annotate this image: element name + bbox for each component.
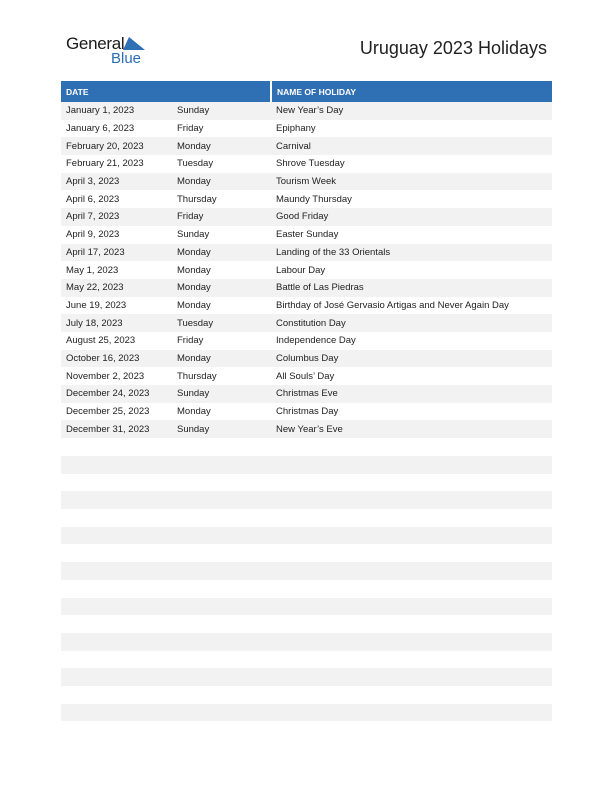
logo-text-blue: Blue — [111, 50, 142, 67]
cell-date: October 16, 2023 — [61, 350, 172, 368]
cell-weekday: Friday — [172, 120, 271, 138]
cell-weekday: Monday — [172, 173, 271, 191]
cell-weekday: Tuesday — [172, 155, 271, 173]
empty-row — [61, 527, 552, 545]
cell-date: February 21, 2023 — [61, 155, 172, 173]
cell-date: December 25, 2023 — [61, 403, 172, 421]
generalblue-logo — [66, 34, 156, 68]
table-row — [61, 367, 552, 385]
cell-weekday: Monday — [172, 137, 271, 155]
logo-triangle-icon — [123, 37, 145, 50]
table-row — [61, 332, 552, 350]
empty-row — [61, 456, 552, 474]
cell-holiday-name: New Year’s Eve — [271, 420, 552, 438]
table-row — [61, 279, 552, 297]
cell-date: April 7, 2023 — [61, 208, 172, 226]
cell-weekday: Monday — [172, 279, 271, 297]
cell-date: May 22, 2023 — [61, 279, 172, 297]
table-row — [61, 261, 552, 279]
cell-weekday: Monday — [172, 261, 271, 279]
cell-holiday-name: Christmas Day — [271, 403, 552, 421]
table-row — [61, 297, 552, 315]
cell-holiday-name: Good Friday — [271, 208, 552, 226]
page-title: Uruguay 2023 Holidays — [359, 38, 547, 58]
table-row — [61, 155, 552, 173]
table-row — [61, 403, 552, 421]
table-row — [61, 385, 552, 403]
cell-holiday-name: Landing of the 33 Orientals — [271, 244, 552, 262]
cell-weekday: Friday — [172, 208, 271, 226]
cell-date: December 31, 2023 — [61, 420, 172, 438]
cell-holiday-name: All Souls’ Day — [271, 367, 552, 385]
table-row — [61, 173, 552, 191]
cell-date: February 20, 2023 — [61, 137, 172, 155]
cell-holiday-name: New Year’s Day — [271, 102, 552, 120]
cell-weekday: Monday — [172, 403, 271, 421]
cell-holiday-name: Independence Day — [271, 332, 552, 350]
cell-holiday-name: Carnival — [271, 137, 552, 155]
cell-date: December 24, 2023 — [61, 385, 172, 403]
cell-date: April 9, 2023 — [61, 226, 172, 244]
cell-date: August 25, 2023 — [61, 332, 172, 350]
empty-row — [61, 668, 552, 686]
empty-rows — [61, 456, 552, 739]
cell-date: April 3, 2023 — [61, 173, 172, 191]
cell-weekday: Thursday — [172, 190, 271, 208]
cell-weekday: Sunday — [172, 385, 271, 403]
cell-holiday-name: Tourism Week — [271, 173, 552, 191]
table-header-row — [61, 81, 552, 102]
holidays-table-body — [61, 102, 552, 438]
cell-weekday: Monday — [172, 244, 271, 262]
cell-weekday: Thursday — [172, 367, 271, 385]
cell-weekday: Monday — [172, 297, 271, 315]
header-date: DATE — [61, 81, 271, 102]
table-row — [61, 226, 552, 244]
empty-row — [61, 491, 552, 509]
cell-date: November 2, 2023 — [61, 367, 172, 385]
holidays-table — [61, 81, 552, 438]
cell-weekday: Sunday — [172, 102, 271, 120]
cell-holiday-name: Labour Day — [271, 261, 552, 279]
cell-date: April 6, 2023 — [61, 190, 172, 208]
empty-row — [61, 562, 552, 580]
cell-holiday-name: Constitution Day — [271, 314, 552, 332]
cell-holiday-name: Easter Sunday — [271, 226, 552, 244]
cell-weekday: Sunday — [172, 420, 271, 438]
cell-holiday-name: Christmas Eve — [271, 385, 552, 403]
empty-row — [61, 704, 552, 722]
cell-holiday-name: Maundy Thursday — [271, 190, 552, 208]
table-row — [61, 102, 552, 120]
cell-date: June 19, 2023 — [61, 297, 172, 315]
logo-text-general: General — [66, 34, 125, 53]
table-row — [61, 137, 552, 155]
cell-date: January 1, 2023 — [61, 102, 172, 120]
table-row — [61, 350, 552, 368]
empty-row — [61, 598, 552, 616]
table-row — [61, 120, 552, 138]
cell-weekday: Monday — [172, 350, 271, 368]
cell-weekday: Tuesday — [172, 314, 271, 332]
cell-date: May 1, 2023 — [61, 261, 172, 279]
cell-holiday-name: Epiphany — [271, 120, 552, 138]
cell-date: July 18, 2023 — [61, 314, 172, 332]
table-row — [61, 208, 552, 226]
cell-weekday: Sunday — [172, 226, 271, 244]
cell-holiday-name: Birthday of José Gervasio Artigas and Never Again Day — [271, 297, 552, 315]
table-row — [61, 314, 552, 332]
cell-date: January 6, 2023 — [61, 120, 172, 138]
cell-holiday-name: Shrove Tuesday — [271, 155, 552, 173]
table-row — [61, 244, 552, 262]
cell-holiday-name: Battle of Las Piedras — [271, 279, 552, 297]
empty-row — [61, 633, 552, 651]
cell-date: April 17, 2023 — [61, 244, 172, 262]
cell-holiday-name: Columbus Day — [271, 350, 552, 368]
cell-weekday: Friday — [172, 332, 271, 350]
header-holiday-name: NAME OF HOLIDAY — [271, 81, 552, 102]
table-row — [61, 420, 552, 438]
table-row — [61, 190, 552, 208]
